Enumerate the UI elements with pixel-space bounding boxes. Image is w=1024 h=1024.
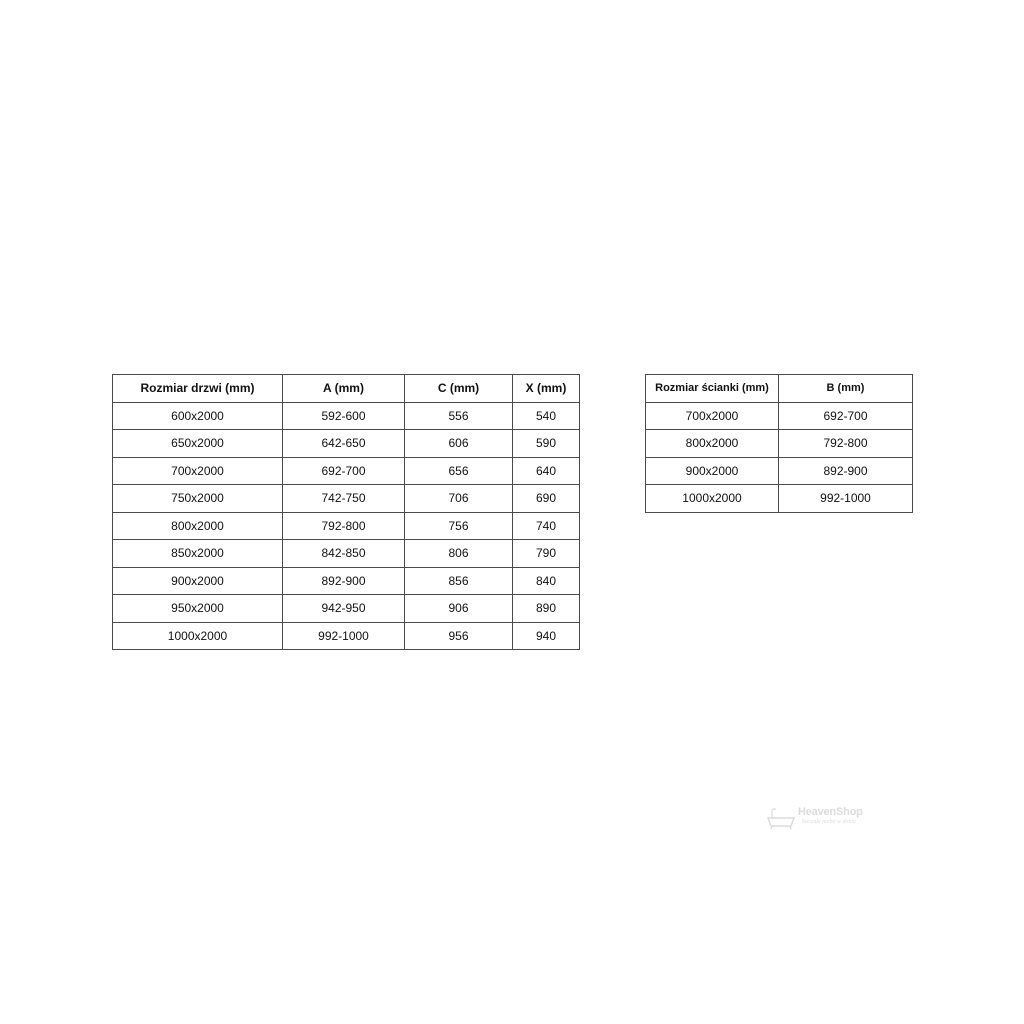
table-cell: 706: [405, 485, 513, 513]
table-cell: 792-800: [779, 430, 913, 458]
table-cell: 800x2000: [113, 512, 283, 540]
table-cell: 700x2000: [646, 402, 779, 430]
bathtub-icon: [766, 808, 796, 830]
table-row: [113, 430, 580, 458]
table-cell: 690: [513, 485, 580, 513]
table-cell: 940: [513, 622, 580, 650]
table-cell: 540: [513, 402, 580, 430]
table-row: [113, 567, 580, 595]
table-cell: 956: [405, 622, 513, 650]
table-cell: 850x2000: [113, 540, 283, 568]
table-cell: 806: [405, 540, 513, 568]
table-cell: 942-950: [283, 595, 405, 623]
column-header: X (mm): [513, 375, 580, 403]
watermark-brand: HeavenShop: [798, 806, 863, 818]
table-cell: 992-1000: [779, 485, 913, 513]
table-cell: 900x2000: [646, 457, 779, 485]
table-cell: 892-900: [779, 457, 913, 485]
heavenshop-watermark: [766, 806, 878, 832]
table-cell: 992-1000: [283, 622, 405, 650]
table-cell: 742-750: [283, 485, 405, 513]
table-row: [646, 430, 913, 458]
table-cell: 600x2000: [113, 402, 283, 430]
table-cell: 750x2000: [113, 485, 283, 513]
table-cell: 840: [513, 567, 580, 595]
table-cell: 890: [513, 595, 580, 623]
table-row: [646, 402, 913, 430]
table-cell: 606: [405, 430, 513, 458]
table-cell: 756: [405, 512, 513, 540]
table-cell: 656: [405, 457, 513, 485]
table-cell: 790: [513, 540, 580, 568]
table-row: [113, 457, 580, 485]
table-cell: 692-700: [779, 402, 913, 430]
column-header: A (mm): [283, 375, 405, 403]
table-cell: 900x2000: [113, 567, 283, 595]
column-header: Rozmiar drzwi (mm): [113, 375, 283, 403]
table-cell: 650x2000: [113, 430, 283, 458]
table-row: [113, 485, 580, 513]
table-cell: 590: [513, 430, 580, 458]
table-cell: 1000x2000: [113, 622, 283, 650]
table-cell: 640: [513, 457, 580, 485]
door-sizes-table: [112, 374, 580, 650]
table-cell: 556: [405, 402, 513, 430]
table-row: [646, 485, 913, 513]
column-header: B (mm): [779, 375, 913, 403]
table-cell: 906: [405, 595, 513, 623]
column-header: C (mm): [405, 375, 513, 403]
table-cell: 700x2000: [113, 457, 283, 485]
table-cell: 692-700: [283, 457, 405, 485]
table-row: [113, 402, 580, 430]
table-cell: 800x2000: [646, 430, 779, 458]
wall-sizes-table: [645, 374, 913, 513]
table-cell: 842-850: [283, 540, 405, 568]
table-cell: 592-600: [283, 402, 405, 430]
column-header: Rozmiar ścianki (mm): [646, 375, 779, 403]
table-row: [113, 595, 580, 623]
table-cell: 856: [405, 567, 513, 595]
table-cell: 740: [513, 512, 580, 540]
watermark-tagline: łazienki niebo w domu: [802, 819, 856, 825]
table-header-row: [646, 375, 913, 403]
table-header-row: [113, 375, 580, 403]
table-cell: 642-650: [283, 430, 405, 458]
table-row: [113, 540, 580, 568]
table-cell: 792-800: [283, 512, 405, 540]
table-cell: 1000x2000: [646, 485, 779, 513]
table-row: [113, 512, 580, 540]
table-row: [113, 622, 580, 650]
table-cell: 950x2000: [113, 595, 283, 623]
table-cell: 892-900: [283, 567, 405, 595]
table-row: [646, 457, 913, 485]
